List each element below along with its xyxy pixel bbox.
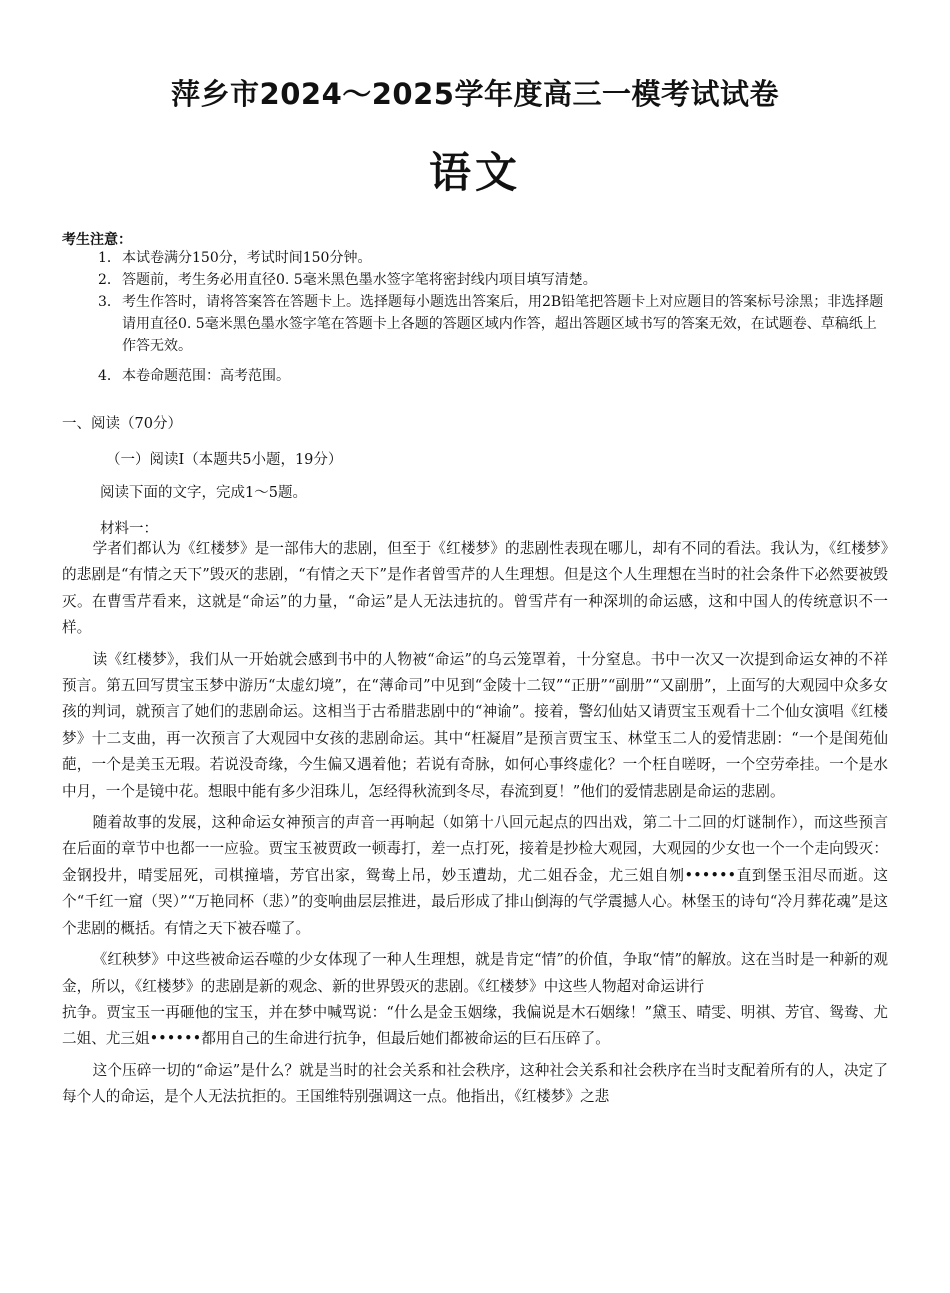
notice-item-text: 考生作答时，请将答案答在答题卡上。选择题每小题选出答案后，用2B铅笔把答题卡上对应题目的答案标号涂黑；非选择题请用直径0. 5毫米黑色墨水签字笔在答题卡上各题的答题区域内作答，超出答题区域书写的答案无效，在试题卷、草稿纸上作答无效。 (122, 294, 884, 354)
notice-item (98, 291, 890, 357)
notice-item-number: 1． (98, 250, 121, 266)
notice-item (98, 365, 890, 387)
material-label: 材料一： (100, 521, 158, 537)
notice-item-text: 答题前，考生务必用直径0. 5毫米黑色墨水签字笔将密封线内项目填写清楚。 (122, 272, 597, 288)
notice-item-number: 3． (98, 294, 121, 310)
notice-item (98, 247, 890, 269)
article-paragraph: 《红秧梦》中这些被命运吞噬的少女体现了一种人生理想，就是肯定“情”的价值，争取“情”的解放。这在当时是一种新的观金，所以，《红楼梦》的悲剧是新的观念、新的世界毁灭的悲剧。《红楼梦》中这些人物超对命运讲行 (62, 951, 888, 995)
reading-instruction: 阅读下面的文字，完成1～5题。 (100, 485, 307, 501)
notice-item-text: 本试卷满分150分，考试时间150分钟。 (122, 250, 372, 266)
subsection-heading: （一）阅读I（本题共5小题，19分） (106, 452, 343, 468)
article-paragraph: 学者们都认为《红楼梦》是一部伟大的悲剧，但至于《红楼梦》的悲剧性表现在哪儿，却有不同的看法。我认为，《红楼梦》的悲剧是“有情之天下”毁灭的悲剧，“有情之天下”是作者曾雪芹的人生理想。但是这个人生理想在当时的社会条件下必然要被毁灭。在曹雪芹看来，这就是“命运”的力量，“命运”是人无法违抗的。曾雪芹有一种深圳的命运感，这和中国人的传统意识不一样。 (62, 540, 888, 637)
exam-title: 萍乡市2024～2025学年度高三一模考试试卷 (171, 77, 779, 111)
notice-item-number: 2． (98, 272, 121, 288)
notice-heading: 考生注意： (62, 232, 132, 248)
subject-title: 语文 (428, 148, 521, 197)
article-paragraph: 随着故事的发展，这种命运女神预言的声音一再响起（如第十八回元起点的四出戏，第二十二回的灯谜制作），而这些预言在后面的章节中也都一一应验。贾宝玉被贾政一顿毒打，差一点打死，接着是抄检大观园，大观园的少女也一个一个走向毁灭：金钢投井，晴雯屈死，司棋撞墙，芳官出家，鸳鸯上吊，妙玉遭劫，尤二姐吞金，尤三姐自刎••••••直到堡玉泪尽而逝。这个“千红一窟（哭）”“万艳同杯（悲）”的变响曲层层推进，最后形成了排山倒海的气学震撼人心。林堡玉的诗句“冷月葬花魂”是这个悲剧的概括。有情之天下被吞噬了。 (62, 814, 888, 937)
article-body (62, 536, 888, 1116)
article-paragraph: 抗争。贾宝玉一再砸他的宝玉，并在梦中喊骂说：“什么是金玉姻缘，我偏说是木石姻缘！”黛玉、晴雯、明祺、芳官、鸳鸯、尤二姐、尤三姐••••••都用自己的生命进行抗争，但最后她们都被命运的巨石压碎了。 (62, 1003, 888, 1048)
notice-item (98, 269, 890, 291)
section-heading: 一、阅读（70分） (62, 416, 182, 432)
article-paragraph: 这个压碎一切的“命运”是什么？就是当时的社会关系和社会秩序，这种社会关系和社会秩序在当时支配着所有的人，决定了每个人的命运，是个人无法抗拒的。王国维特别强调这一点。他指出，《红楼梦》之悲 (62, 1061, 888, 1106)
notice-item-text: 本卷命题范围：高考范围。 (122, 368, 290, 384)
notice-item-number: 4． (98, 368, 121, 384)
article-paragraph: 读《红楼梦》，我们从一开始就会感到书中的人物被“命运”的乌云笼罩着，十分窒息。书中一次又一次提到命运女神的不祥预言。第五回写贯宝玉梦中游历“太虚幻境”，在“薄命司”中见到“金陵十二钗”“正册”“副册”“又副册”，上面写的大观园中众多女孩的判词，就预言了她们的悲剧命运。这相当于古希腊悲剧中的“神谕”。接着，警幻仙姑又请贾宝玉观看十二个仙女演唱《红楼梦》十二支曲，再一次预言了大观园中女孩的悲剧命运。其中“枉凝眉”是预言贾宝玉、林堂玉二人的爱情悲剧：“一个是闺苑仙葩，一个是美玉无瑕。若说没奇缘，今生偏又遇着他；若说有奇脉，如何心事终虚化？一个枉自嗟呀，一个空劳牵挂。一个是水中月，一个是镜中花。想眼中能有多少泪珠儿，怎经得秋流到冬尽，春流到夏！”他们的爱情悲剧是命运的悲剧。 (62, 650, 888, 800)
notice-list (98, 247, 890, 387)
